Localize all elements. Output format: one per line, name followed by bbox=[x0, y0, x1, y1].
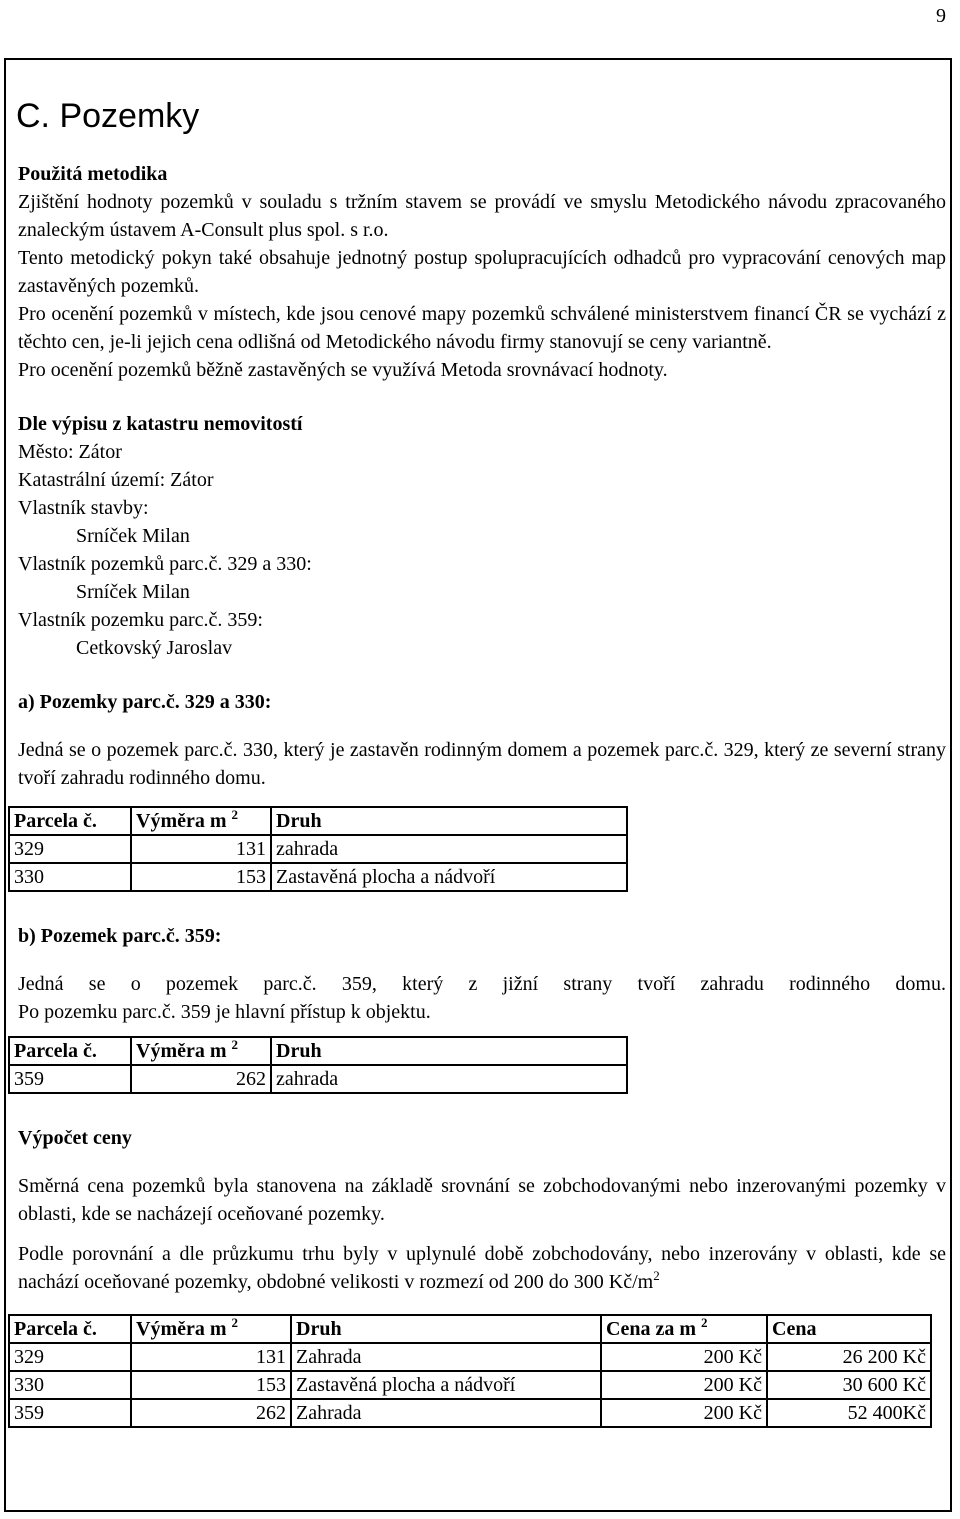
cell-type: Zastavěná plocha a nádvoří bbox=[271, 863, 627, 891]
header-parcel: Parcela č. bbox=[9, 1315, 131, 1343]
cadastre-heading: Dle výpisu z katastru nemovitostí bbox=[18, 413, 303, 435]
header-area: Výměra m $^2$ bbox=[131, 807, 271, 835]
cell-price: 52 400Kč bbox=[767, 1399, 931, 1427]
table-row bbox=[9, 1343, 931, 1371]
cell-parcel: 330 bbox=[9, 1371, 131, 1399]
page-title: C. Pozemky bbox=[16, 97, 200, 135]
methodology-heading: Použitá metodika bbox=[18, 163, 168, 185]
header-price: Cena bbox=[767, 1315, 931, 1343]
cell-price: 26 200 Kč bbox=[767, 1343, 931, 1371]
cadastre-city: Město: Zátor bbox=[18, 441, 122, 463]
header-parcel: Parcela č. bbox=[9, 807, 131, 835]
methodology-paragraph-4: Pro ocenění pozemků běžně zastavěných se využívá Metoda srovnávací hodnoty. bbox=[18, 359, 668, 381]
cell-parcel: 359 bbox=[9, 1065, 131, 1093]
header-type: Druh bbox=[271, 1037, 627, 1065]
land-owner-359-label: Vlastník pozemku parc.č. 359: bbox=[18, 609, 263, 631]
cell-type: Zahrada bbox=[291, 1343, 601, 1371]
header-area: Výměra m $^2$ bbox=[131, 1037, 271, 1065]
cell-area: 262 bbox=[131, 1399, 291, 1427]
section-b-table bbox=[8, 1036, 628, 1094]
document-content bbox=[14, 94, 946, 1428]
cell-price: 30 600 Kč bbox=[767, 1371, 931, 1399]
methodology-paragraph-1: Zjištění hodnoty pozemků v souladu s tržním stavem se provádí ve smyslu Metodického návodu zpracovaného znaleckým ústavem A-Consult plus spol. s r.o. bbox=[18, 191, 946, 241]
section-b-text-1: Jedná se o pozemek parc.č. 359, který z jižní strany tvoří zahradu rodinného domu. bbox=[18, 973, 946, 995]
table-header-row bbox=[9, 1037, 627, 1065]
price-table bbox=[8, 1314, 932, 1428]
land-owner-329-330-label: Vlastník pozemků parc.č. 329 a 330: bbox=[18, 553, 312, 575]
cell-area: 262 bbox=[131, 1065, 271, 1093]
section-b-heading: b) Pozemek parc.č. 359: bbox=[18, 925, 222, 947]
cell-unit-price: 200 Kč bbox=[601, 1343, 767, 1371]
table-header-row bbox=[9, 1315, 931, 1343]
cell-area: 153 bbox=[131, 1371, 291, 1399]
cell-area: 131 bbox=[131, 1343, 291, 1371]
table-row bbox=[9, 1065, 627, 1093]
price-paragraph-1: Směrná cena pozemků byla stanovena na základě srovnání se zobchodovanými nebo inzerovanými pozemky v oblasti, kde se nacházejí oceňované pozemky. bbox=[18, 1175, 946, 1225]
cell-parcel: 329 bbox=[9, 1343, 131, 1371]
methodology-paragraph-2: Tento metodický pokyn také obsahuje jednotný postup spolupracujících odhadců pro vypracování cenových map zastavěných pozemků. bbox=[18, 247, 946, 297]
table-row bbox=[9, 1371, 931, 1399]
cadastre-area: Katastrální území: Zátor bbox=[18, 469, 214, 491]
cell-type: zahrada bbox=[271, 835, 627, 863]
cell-area: 131 bbox=[131, 835, 271, 863]
section-a-table bbox=[8, 806, 628, 892]
section-a-text: Jedná se o pozemek parc.č. 330, který je zastavěn rodinným domem a pozemek parc.č. 329, který ze severní strany tvoří zahradu rodinného domu. bbox=[18, 739, 946, 789]
price-paragraph-2: Podle porovnání a dle průzkumu trhu byly v uplynulé době zobchodovány, nebo inzerovány v oblasti, kde se nachází oceňované pozemky, obdobné velikosti v rozmezí od 200 do 300 $Kč/m^2$ bbox=[18, 1243, 946, 1293]
land-owner-359: Cetkovský Jaroslav bbox=[76, 637, 233, 659]
table-row bbox=[9, 1399, 931, 1427]
table-row bbox=[9, 835, 627, 863]
table-row bbox=[9, 863, 627, 891]
cell-type: Zahrada bbox=[291, 1399, 601, 1427]
table-header-row bbox=[9, 807, 627, 835]
methodology-paragraph-3: Pro ocenění pozemků v místech, kde jsou cenové mapy pozemků schválené ministerstvem financí ČR se vychází z těchto cen, je-li jejich cena odlišná od Metodického návodu firmy stanovují se ceny variantně. bbox=[18, 303, 946, 353]
cell-unit-price: 200 Kč bbox=[601, 1399, 767, 1427]
cell-parcel: 359 bbox=[9, 1399, 131, 1427]
header-unit-price: Cena za m $^2$ bbox=[601, 1315, 767, 1343]
cell-type: Zastavěná plocha a nádvoří bbox=[291, 1371, 601, 1399]
header-type: Druh bbox=[291, 1315, 601, 1343]
cell-unit-price: 200 Kč bbox=[601, 1371, 767, 1399]
price-heading: Výpočet ceny bbox=[18, 1127, 132, 1149]
land-owner-329-330: Srníček Milan bbox=[76, 581, 190, 603]
page-number: 9 bbox=[936, 5, 946, 27]
header-type: Druh bbox=[271, 807, 627, 835]
cell-parcel: 329 bbox=[9, 835, 131, 863]
header-parcel: Parcela č. bbox=[9, 1037, 131, 1065]
section-b-text-2: Po pozemku parc.č. 359 je hlavní přístup k objektu. bbox=[18, 1001, 431, 1023]
building-owner-label: Vlastník stavby: bbox=[18, 497, 149, 519]
header-area: Výměra m $^2$ bbox=[131, 1315, 291, 1343]
building-owner: Srníček Milan bbox=[76, 525, 190, 547]
section-a-heading: a) Pozemky parc.č. 329 a 330: bbox=[18, 691, 272, 713]
cell-parcel: 330 bbox=[9, 863, 131, 891]
cell-type: zahrada bbox=[271, 1065, 627, 1093]
cell-area: 153 bbox=[131, 863, 271, 891]
